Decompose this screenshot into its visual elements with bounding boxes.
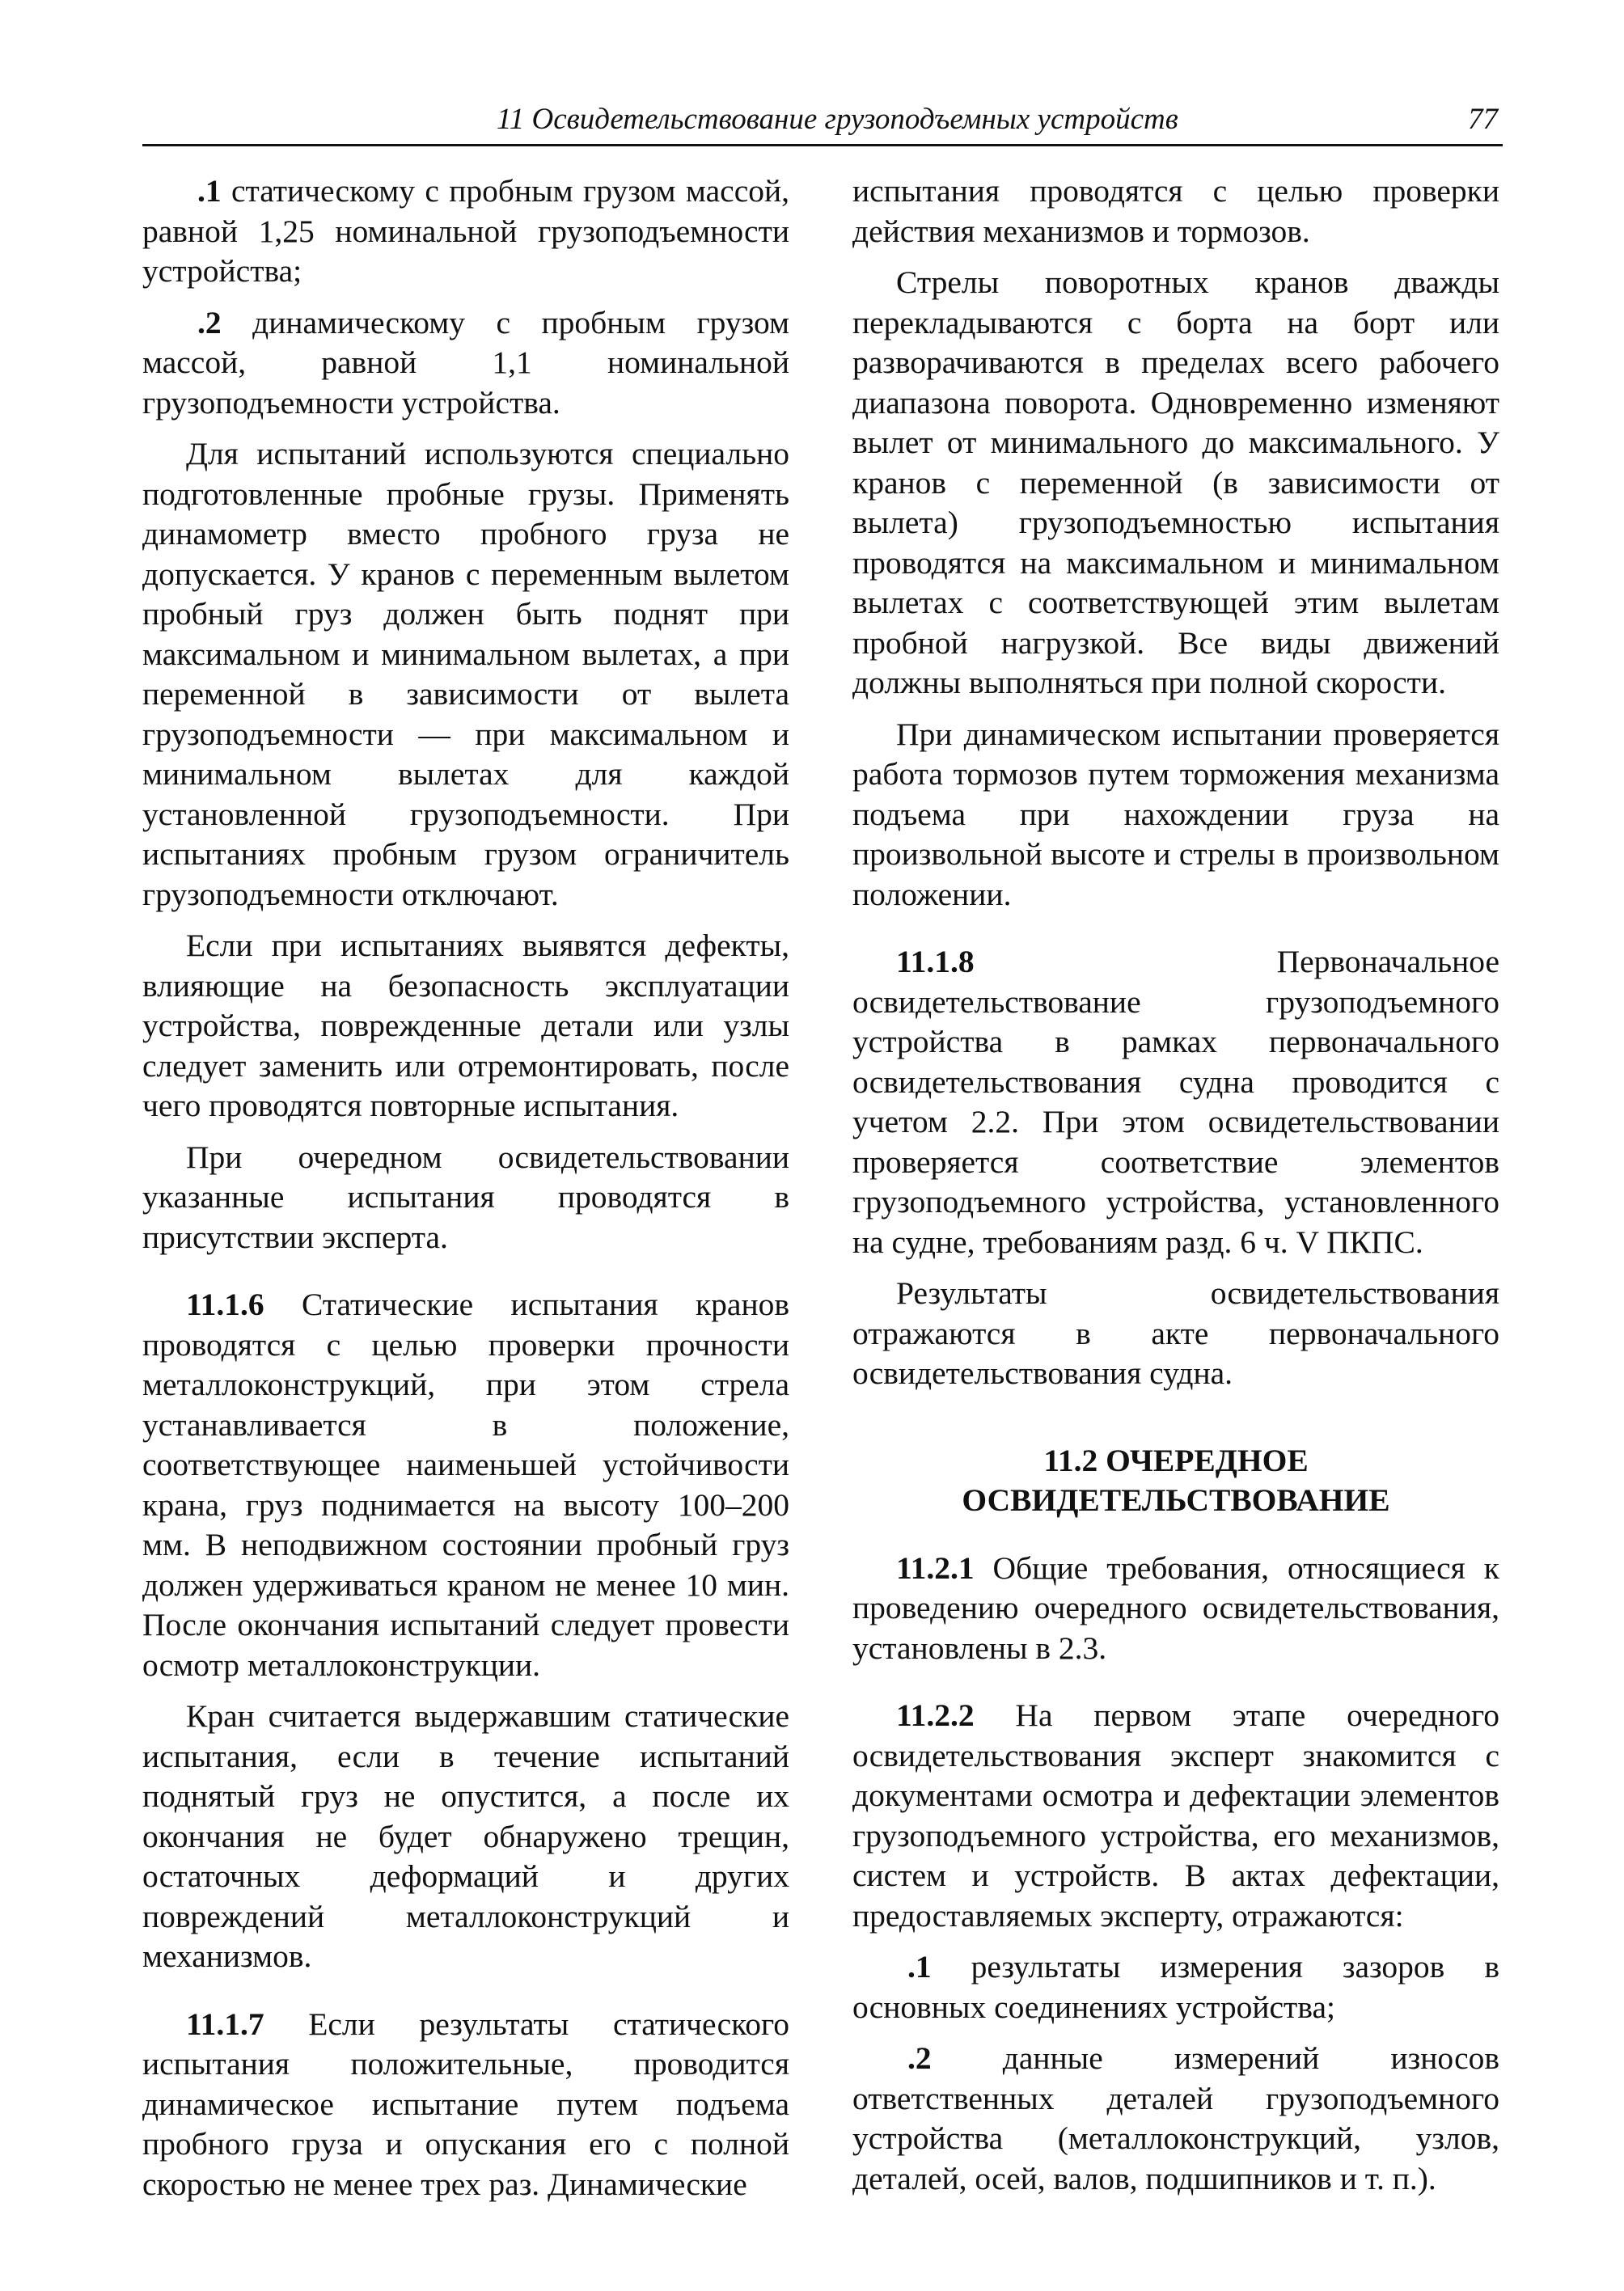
list-item-1 bbox=[852, 1947, 1499, 2027]
paragraph: Результаты освидетельствования отражаются в акте первоначального освидетельствования судна. bbox=[852, 1275, 1499, 1391]
clause-text: Общие требования, относящиеся к проведению очередного освидетельствования, установлены в 2.3. bbox=[852, 1549, 1499, 1666]
section-heading-line-2: ОСВИДЕТЕЛЬСТВОВАНИЕ bbox=[962, 1482, 1390, 1518]
clause-11-1-8 bbox=[852, 942, 1499, 1262]
right-column bbox=[852, 171, 1499, 2210]
clause-11-1-6 bbox=[142, 1285, 789, 1685]
clause-text: Статические испытания кранов проводятся с целью проверки прочности металлоконструкций, при этом стрела устанавливается в положение, соответствующее наименьшей устойчивости крана, груз поднимается на высоту 100–200 мм. В неподвижном состоянии пробный груз должен удерживаться краном не менее 10 мин. После окончания испытаний следует провести осмотр металлоконструкции. bbox=[142, 1287, 789, 1683]
clause-11-2-2 bbox=[852, 1696, 1499, 1936]
paragraph: Стрелы поворотных кранов дважды перекладываются с борта на борт или разворачиваются в пределах всего рабочего диапазона поворота. Одновременно изменяют вылет от минимального до максимального. У кранов с переменной (в зависимости от вылета) грузоподъемностью испытания проводятся на максимальном и минимальном вылетах с соответствующей этим вылетам пробной нагрузкой. Все виды движений должны выполняться при полной скорости. bbox=[852, 264, 1499, 700]
running-title: 11 Освидетельствование грузоподъемных устройств bbox=[497, 103, 1178, 136]
paragraph: испытания проводятся с целью проверки действия механизмов и тормозов. bbox=[852, 173, 1499, 249]
item-text: данные измерений износов ответственных деталей грузоподъемного устройства (металлоконструкций, узлов, деталей, осей, валов, подшипников и т. п.). bbox=[852, 2040, 1499, 2196]
clause-text: На первом этапе очередного освидетельствования эксперт знакомится с документами осмотра и дефектации элементов грузоподъемного устройства, его механизмов, систем и устройств. В актах дефектации, предоставляемых эксперту, отражаются: bbox=[852, 1697, 1499, 1934]
section-heading bbox=[852, 1441, 1499, 1521]
paragraph: Если при испытаниях выявятся дефекты, влияющие на безопасность эксплуатации устройства, поврежденные детали или узлы следует заменить или отремонтировать, после чего проводятся повторные испытания. bbox=[142, 928, 789, 1123]
left-column bbox=[142, 171, 789, 2216]
paragraph: Для испытаний используются специально подготовленные пробные грузы. Применять динамометр вместо пробного груза не допускается. У кранов с переменным вылетом пробный груз должен быть поднят при максимальном и минимальном вылетах, а при переменной в зависимости от вылета грузоподъемности — при максимальном и минимальном вылетах для каждой установленной грузоподъемности. При испытаниях пробным грузом ограничитель грузоподъемности отключают. bbox=[142, 436, 789, 912]
item-number: .1 bbox=[907, 1949, 932, 1985]
list-item-2 bbox=[142, 303, 789, 424]
clause-number: 11.2.1 bbox=[896, 1549, 975, 1586]
clause-number: 11.1.8 bbox=[896, 944, 975, 979]
paragraph: При очередном освидетельствовании указанные испытания проводятся в присутствии эксперта. bbox=[142, 1139, 789, 1255]
clause-text: Первоначальное освидетельствование грузоподъемного устройства в рамках первоначального освидетельствования судна проводится с учетом 2.2. При этом освидетельствовании проверяется соответствие элементов грузоподъемного устройства, установленного на судне, требованиям разд. 6 ч. V ПКПС. bbox=[852, 944, 1499, 1260]
clause-11-2-1 bbox=[852, 1549, 1499, 1669]
paragraph: Кран считается выдержавшим статические испытания, если в течение испытаний поднятый груз не опустится, а после их окончания не будет обнаружено трещин, остаточных деформаций и других повреждений металлоконструкций и механизмов. bbox=[142, 1698, 789, 1974]
page-header bbox=[142, 97, 1503, 146]
item-number: .2 bbox=[197, 304, 222, 340]
page-number: 77 bbox=[1468, 103, 1498, 136]
paragraph: При динамическом испытании проверяется работа тормозов путем торможения механизма подъема при нахождении груза на произвольной высоте и стрелы в произвольном положении. bbox=[852, 716, 1499, 912]
item-text: результаты измерения зазоров в основных соединениях устройства; bbox=[852, 1949, 1499, 2025]
item-number: .1 bbox=[197, 173, 222, 209]
list-item-1 bbox=[142, 171, 789, 292]
section-heading-line-1: 11.2 ОЧЕРЕДНОЕ bbox=[1043, 1442, 1309, 1478]
clause-text: Если результаты статического испытания положительные, проводится динамическое испытание путем подъема пробного груза и опускания его с полной скоростью не менее трех раз. Динамические bbox=[142, 2006, 789, 2202]
clause-11-1-7 bbox=[142, 2005, 789, 2205]
item-number: .2 bbox=[907, 2040, 932, 2076]
list-item-2 bbox=[852, 2039, 1499, 2199]
clause-number: 11.1.7 bbox=[186, 2006, 264, 2042]
clause-number: 11.1.6 bbox=[186, 1287, 264, 1322]
item-text: динамическому с пробным грузом массой, равной 1,1 номинальной грузоподъемности устройства. bbox=[142, 304, 789, 421]
clause-number: 11.2.2 bbox=[896, 1697, 975, 1733]
item-text: статическому с пробным грузом массой, равной 1,25 номинальной грузоподъемности устройства; bbox=[142, 173, 789, 289]
